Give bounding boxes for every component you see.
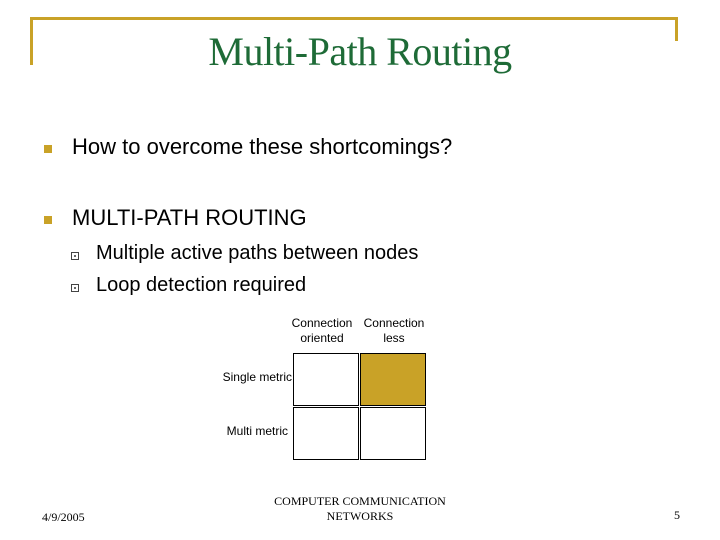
bullet-square-icon — [44, 145, 52, 153]
grid-column-header-connectionless: Connection less — [363, 316, 425, 345]
sub-bullet-icon — [71, 284, 79, 292]
bullet-square-icon — [44, 216, 52, 224]
grid-cell-single-less — [360, 353, 426, 406]
grid-column-header-connection-oriented: Connection oriented — [291, 316, 353, 345]
bullet-1: How to overcome these shortcomings? — [72, 134, 453, 159]
sub-bullet-1: Multiple active paths between nodes — [96, 242, 419, 264]
frame-top-line — [30, 17, 678, 20]
sub-bullet-icon — [71, 252, 79, 260]
footer-date: 4/9/2005 — [42, 510, 85, 524]
sub-bullet-2: Loop detection required — [96, 274, 307, 296]
classification-grid — [293, 353, 427, 461]
grid-row-header-single-metric: Single metric — [222, 370, 292, 384]
grid-row-header-multi-metric: Multi metric — [226, 424, 288, 438]
slide-title: Multi-Path Routing — [208, 29, 512, 74]
grid-cell-single-oriented — [293, 353, 359, 406]
footer-page-number: 5 — [674, 508, 680, 522]
grid-cell-multi-oriented — [293, 407, 359, 460]
grid-cell-multi-less — [360, 407, 426, 460]
footer-course: COMPUTER COMMUNICATION NETWORKS — [274, 494, 446, 523]
bullet-2: MULTI-PATH ROUTING — [72, 205, 307, 230]
